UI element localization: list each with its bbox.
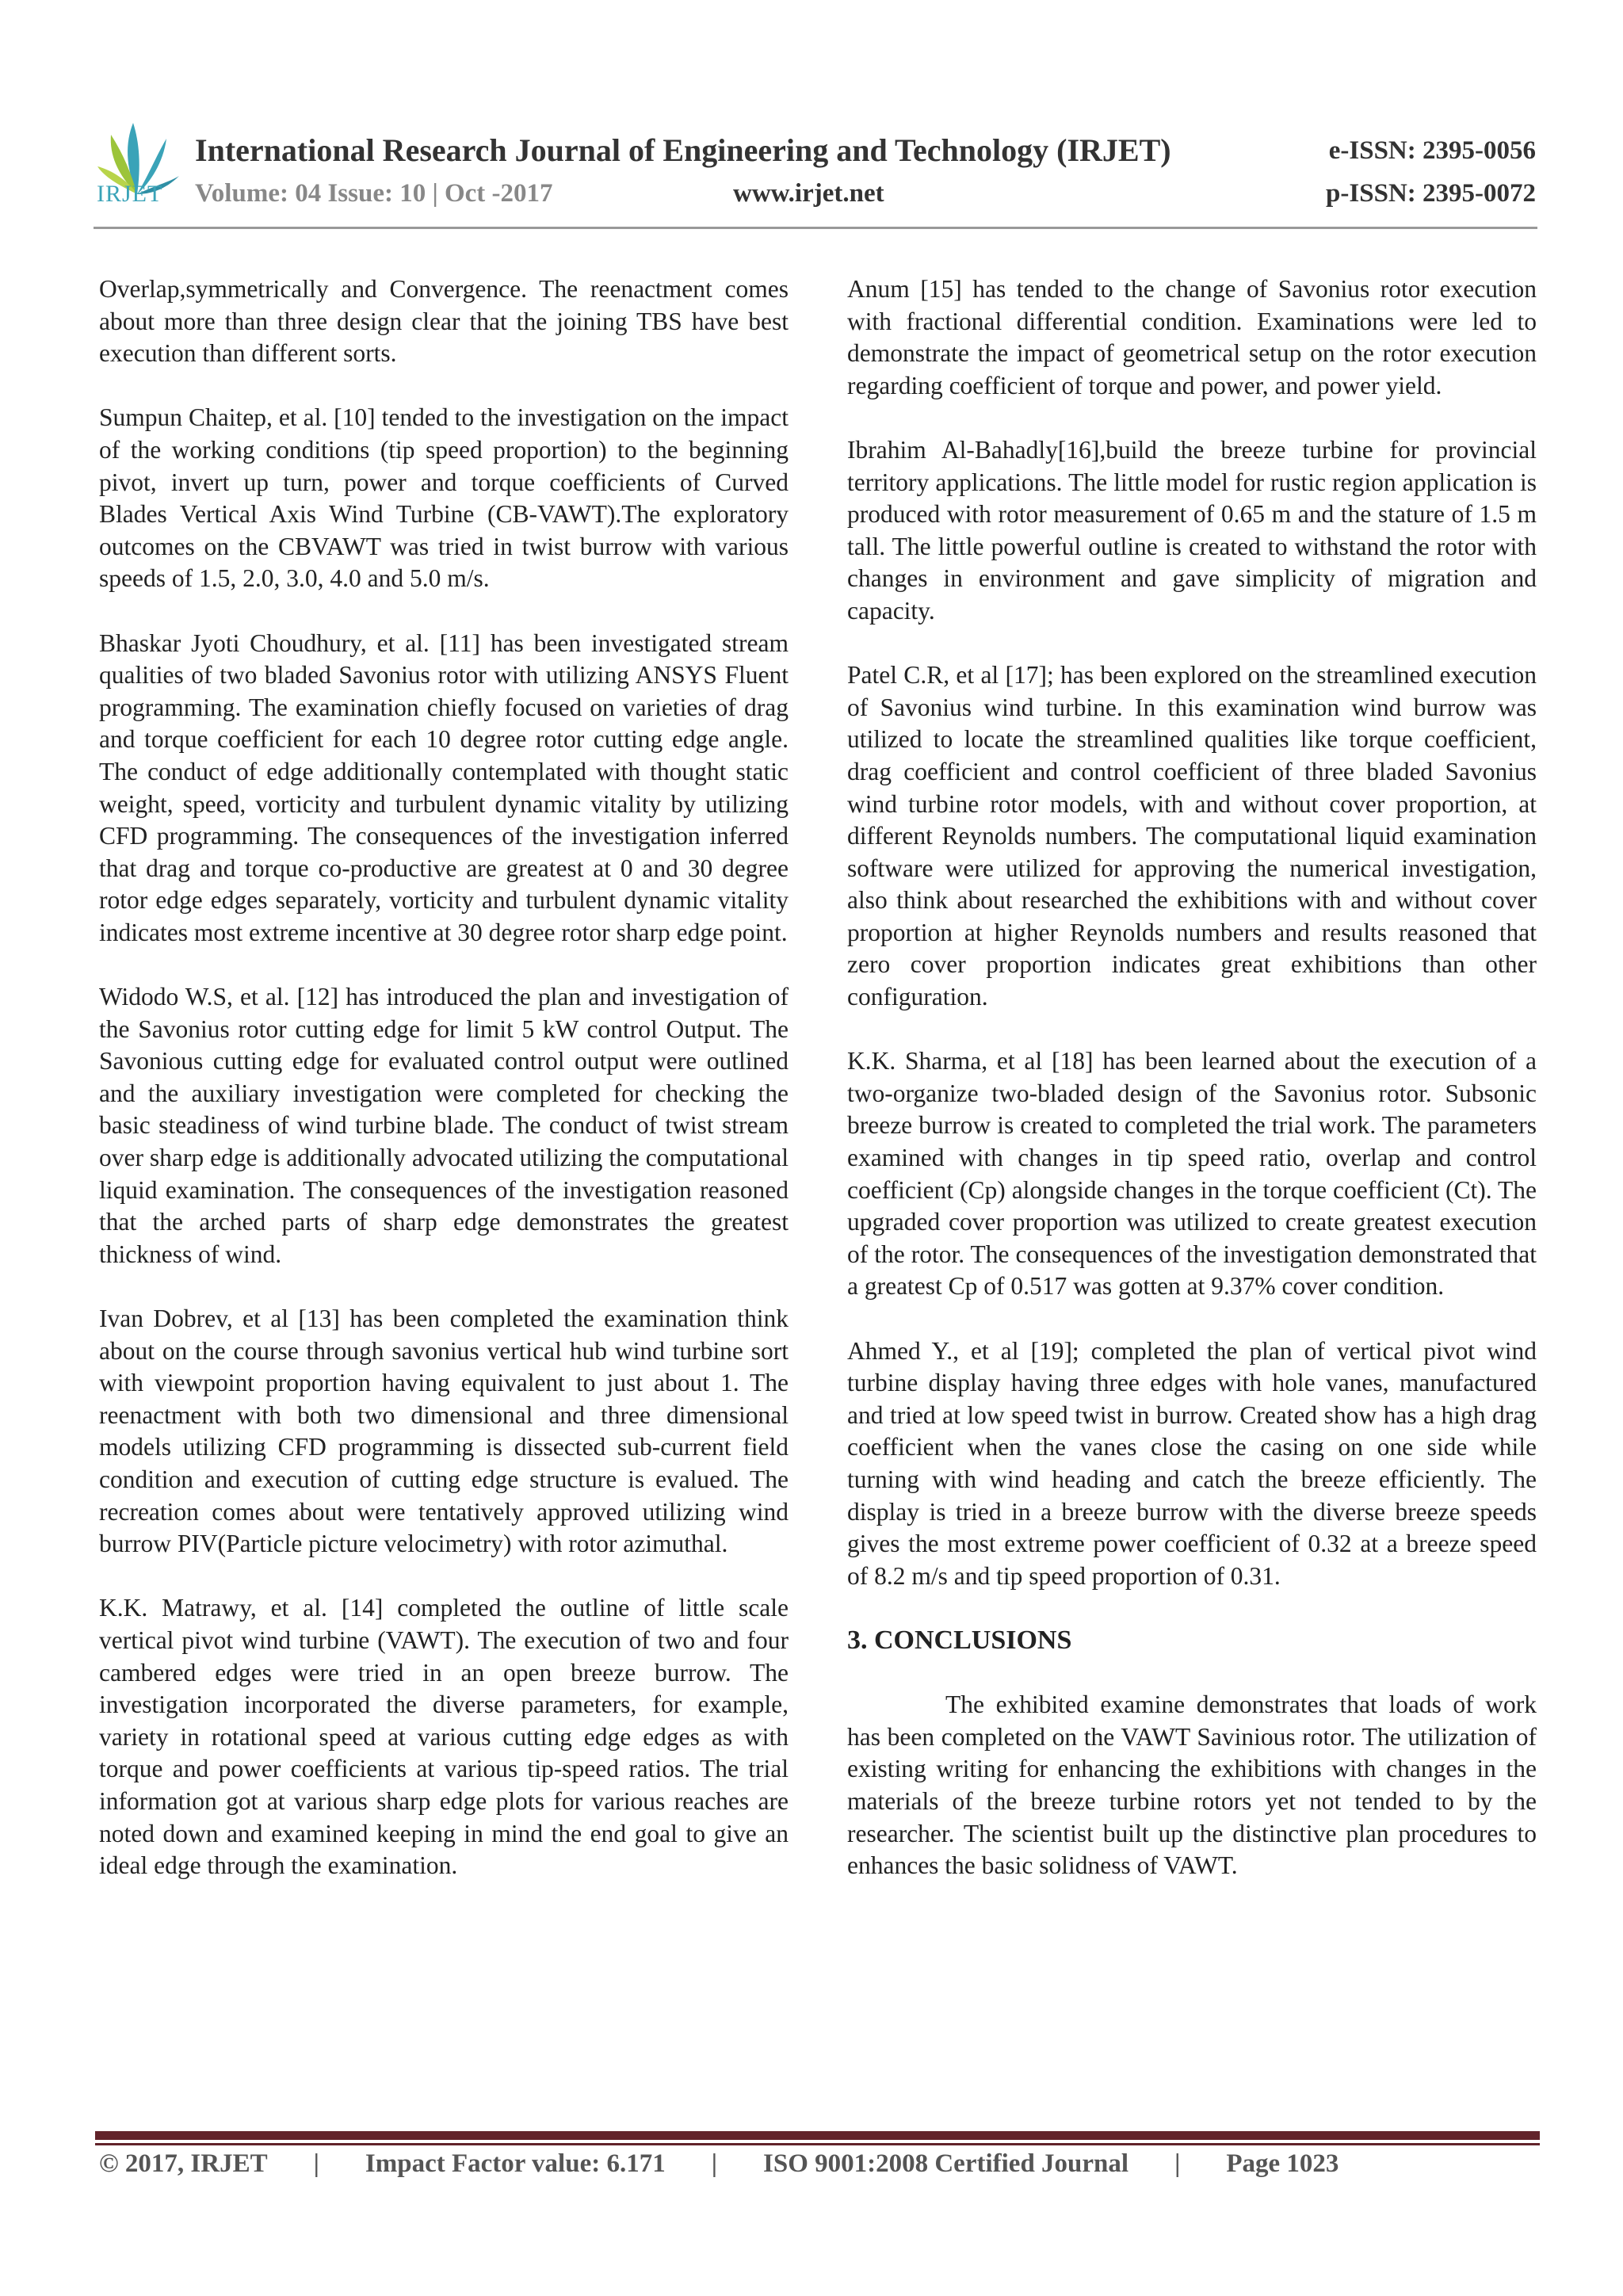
page-number: Page 1023 (1226, 2149, 1339, 2178)
paragraph: Widodo W.S, et al. [12] has introduced the plan and investigation of the Savonius rotor cutting edge for limit 5 kW control Output. The Savonious cutting edge for evaluated control output were outlined and the auxiliary investigation were completed for checking the basic steadiness of wind turbine blade. The conduct of twist stream over sharp edge is additionally advocated utilizing the computational liquid examination. The consequences of the investigation reasoned that the arched parts of sharp edge demonstrates the greatest thickness of wind. (99, 983, 789, 1268)
iso-certification: ISO 9001:2008 Certified Journal (763, 2149, 1129, 2178)
pissn: p-ISSN: 2395-0072 (1326, 179, 1536, 208)
logo-text: IRJET (97, 181, 163, 207)
impact-factor: Impact Factor value: 6.171 (365, 2149, 666, 2178)
header-divider (94, 227, 1537, 229)
section-heading: 3. CONCLUSIONS (847, 1625, 1072, 1655)
paragraph: K.K. Sharma, et al [18] has been learned about the execution of a two-organize two-bladed design of the Savonius rotor. Subsonic breeze burrow is created to completed the trial work. The parameters examined with changes in tip speed ratio, overlap and control coefficient (Cp) alongside changes in the torque coefficient (Ct). The upgraded cover proportion was utilized to create greatest execution of the rotor. The consequences of the investigation demonstrated that a greatest Cp of 0.517 was gotten at 9.37% cover condition. (847, 1047, 1537, 1301)
separator: | (313, 2149, 319, 2178)
footer-divider (95, 2131, 1540, 2140)
right-column (847, 273, 1537, 1914)
paragraph: Overlap,symmetrically and Convergence. The reenactment comes about more than three design clear that the joining TBS have best execution than different sorts. (99, 275, 789, 368)
journal-title: International Research Journal of Engineering and Technology (IRJET) (195, 132, 1171, 168)
website-link[interactable]: www.irjet.net (733, 179, 884, 208)
volume-issue: Volume: 04 Issue: 10 | Oct -2017 (195, 179, 553, 208)
separator: | (711, 2149, 717, 2178)
paragraph: Sumpun Chaitep, et al. [10] tended to the investigation on the impact of the working conditions (tip speed proportion) to the beginning pivot, invert up turn, power and torque coefficients of Curved Blades Vertical Axis Wind Turbine (CB-VAWT).The exploratory outcomes on the CBVAWT was tried in twist burrow with various speeds of 1.5, 2.0, 3.0, 4.0 and 5.0 m/s. (99, 403, 789, 593)
paragraph: Bhaskar Jyoti Choudhury, et al. [11] has been investigated stream qualities of two bladed Savonius rotor with utilizing ANSYS Fluent programming. The examination chiefly focused on varieties of drag and torque coefficient for each 10 degree rotor cutting edge angle. The conduct of edge additionally contemplated with thought static weight, speed, vorticity and turbulent dynamic vitality by utilizing CFD programming. The consequences of the investigation inferred that drag and torque co-productive are greatest at 0 and 30 degree rotor edge edges separately, vorticity and turbulent dynamic vitality indicates most extreme incentive at 30 degree rotor sharp edge point. (99, 628, 789, 946)
paragraph: Anum [15] has tended to the change of Savonius rotor execution with fractional differential condition. Examinations were led to demonstrate the impact of geometrical setup on the rotor execution regarding coefficient of torque and power, and power yield. (847, 275, 1537, 399)
paragraph: Ibrahim Al-Bahadly[16],build the breeze turbine for provincial territory applications. The little model for rustic region application is produced with rotor measurement of 0.65 m and the stature of 1.5 m tall. The little powerful outline is created to withstand the rotor with changes in environment and gave simplicity of migration and capacity. (847, 435, 1537, 625)
left-column (99, 273, 789, 1914)
copyright: © 2017, IRJET (99, 2149, 268, 2178)
paragraph: Ahmed Y., et al [19]; completed the plan of vertical pivot wind turbine display having three edges with hole vanes, manufactured and tried at low speed twist in burrow. Created show has a high drag coefficient when the vanes close the casing on one side while turning with wind heading and catch the breeze efficiently. The display is tried in a breeze burrow with the diverse breeze speeds gives the most extreme power coefficient of 0.32 at a breeze speed of 8.2 m/s and tip speed proportion of 0.31. (847, 1336, 1537, 1590)
paragraph: Patel C.R, et al [17]; has been explored on the streamlined execution of Savonius wind turbine. In this examination wind burrow was utilized to locate the streamlined qualities like torque coefficient, drag coefficient and control coefficient of three bladed Savonius wind turbine rotor models, with and without cover proportion, at different Reynolds numbers. The computational liquid examination software were utilized for approving the numerical investigation, also think about researched the exhibitions with and without cover proportion at higher Reynolds numbers and results reasoned that zero cover proportion indicates great exhibitions than other configuration. (847, 661, 1537, 1011)
footer (99, 2149, 1338, 2179)
paragraph: K.K. Matrawy, et al. [14] completed the outline of little scale vertical pivot wind turbine (VAWT). The execution of two and four cambered edges were tried in an open breeze burrow. The investigation incorporated the diverse parameters, for example, variety in rotational speed at various cutting edge edges as with torque and power coefficients at various tip-speed ratios. The trial information got at various sharp edge plots for various reaches are noted down and examined keeping in mind the end goal to give an ideal edge through the examination. (99, 1594, 789, 1880)
conclusions-paragraph: The exhibited examine demonstrates that loads of work has been completed on the VAWT Savinious rotor. The utilization of existing writing for enhancing the exhibitions with changes in the materials of the breeze turbine rotors yet not tended to by the researcher. The scientist built up the distinctive plan procedures to enhances the basic solidness of VAWT. (847, 1690, 1537, 1880)
footer-divider-thin (95, 2143, 1540, 2145)
eissn: e-ISSN: 2395-0056 (1328, 136, 1536, 165)
separator: | (1174, 2149, 1181, 2178)
paragraph: Ivan Dobrev, et al [13] has been completed the examination think about on the course through savonius vertical hub wind turbine sort with viewpoint proportion having equivalent to just about 1. The reenactment with both two dimensional and three dimensional models utilizing CFD programming is dissected sub-current field condition and execution of cutting edge structure is evalued. The recreation comes about were tentatively approved utilizing wind burrow PIV(Particle picture velocimetry) with rotor azimuthal. (99, 1305, 789, 1558)
